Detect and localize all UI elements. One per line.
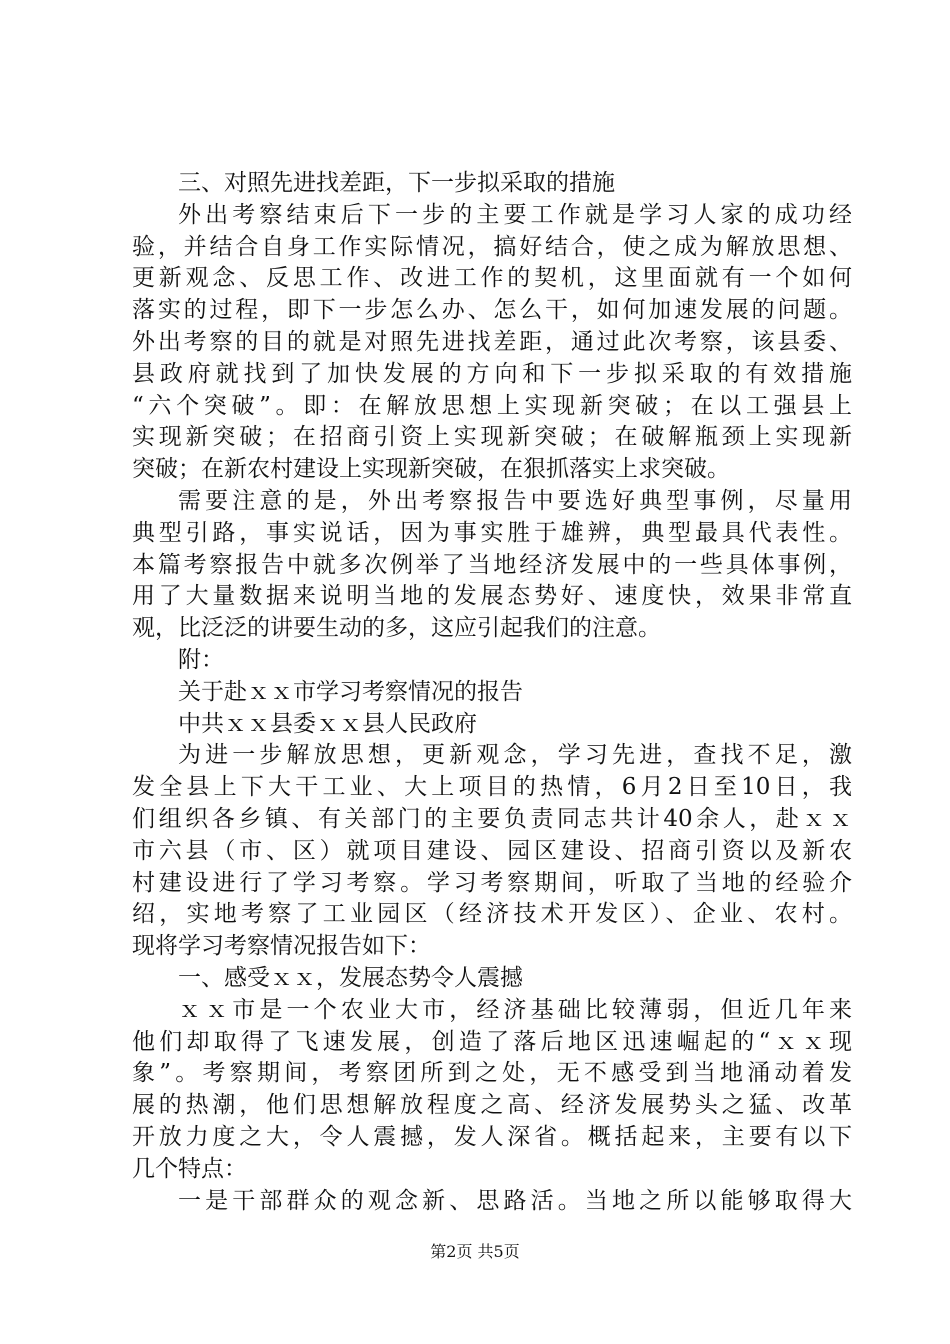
text-line: 关于赴ｘｘ市学习考察情况的报告 — [178, 678, 523, 705]
text-line: 象”。考察期间，考察团所到之处，无不感受到当地涌动着发 — [132, 1060, 852, 1087]
text-line: 验，并结合自身工作实际情况，搞好结合，使之成为解放思想、 — [132, 233, 852, 260]
text-line: 市六县（市、区）就项目建设、园区建设、招商引资以及新农 — [132, 837, 852, 864]
text-line: ｘｘ市是一个农业大市，经济基础比较薄弱，但近几年来 — [178, 996, 852, 1023]
text-line: 实现新突破；在招商引资上实现新突破；在破解瓶颈上实现新 — [132, 424, 852, 451]
text-line: 开放力度之大，令人震撼，发人深省。概括起来，主要有以下 — [132, 1123, 852, 1150]
text-line: 他们却取得了飞速发展，创造了落后地区迅速崛起的“ｘｘ现 — [132, 1028, 852, 1055]
text-line: 绍，实地考察了工业园区（经济技术开发区）、企业、农村。 — [132, 901, 852, 928]
text-line: 本篇考察报告中就多次例举了当地经济发展中的一些具体事例， — [132, 551, 852, 578]
text-line: 县政府就找到了加快发展的方向和下一步拟采取的有效措施 — [132, 360, 852, 387]
text-line: 一、感受ｘｘ，发展态势令人震撼 — [178, 964, 523, 991]
text-line: 展的热潮，他们思想解放程度之高、经济发展势头之猛、改革 — [132, 1092, 852, 1119]
text-line: 观，比泛泛的讲要生动的多，这应引起我们的注意。 — [132, 615, 661, 642]
text-line: 外出考察的目的就是对照先进找差距，通过此次考察，该县委、 — [132, 328, 852, 355]
text-line: 典型引路，事实说话，因为事实胜于雄辨，典型最具代表性。 — [132, 519, 852, 546]
text-line: 为进一步解放思想，更新观念，学习先进，查找不足，激 — [178, 742, 852, 769]
text-line: 几个特点： — [132, 1155, 247, 1182]
text-line: 附： — [178, 646, 224, 673]
text-line: 外出考察结束后下一步的主要工作就是学习人家的成功经 — [178, 201, 852, 228]
page-number-footer: 第2页 共5页 — [430, 1242, 520, 1261]
text-line: 中共ｘｘ县委ｘｘ县人民政府 — [178, 710, 477, 737]
text-line: 突破；在新农村建设上实现新突破，在狠抓落实上求突破。 — [132, 456, 730, 483]
text-line: “六个突破”。即：在解放思想上实现新突破；在以工强县上 — [132, 392, 852, 419]
text-line: 需要注意的是，外出考察报告中要选好典型事例，尽量用 — [178, 487, 852, 514]
text-line: 三、对照先进找差距，下一步拟采取的措施 — [178, 170, 615, 196]
text-line: 更新观念、反思工作、改进工作的契机，这里面就有一个如何 — [132, 265, 852, 292]
document-body — [132, 168, 852, 1217]
text-line: 用了大量数据来说明当地的发展态势好、速度快，效果非常直 — [132, 583, 852, 610]
text-line: 们组织各乡镇、有关部门的主要负责同志共计40余人，赴ｘｘ — [132, 805, 852, 832]
text-line: 现将学习考察情况报告如下： — [132, 933, 431, 960]
text-line: 发全县上下大干工业、大上项目的热情，6月2日至10日，我 — [132, 774, 852, 801]
text-line: 一是干部群众的观念新、思路活。当地之所以能够取得大 — [178, 1187, 852, 1214]
text-line: 落实的过程，即下一步怎么办、怎么干，如何加速发展的问题。 — [132, 297, 852, 324]
text-line: 村建设进行了学习考察。学习考察期间，听取了当地的经验介 — [132, 869, 852, 896]
